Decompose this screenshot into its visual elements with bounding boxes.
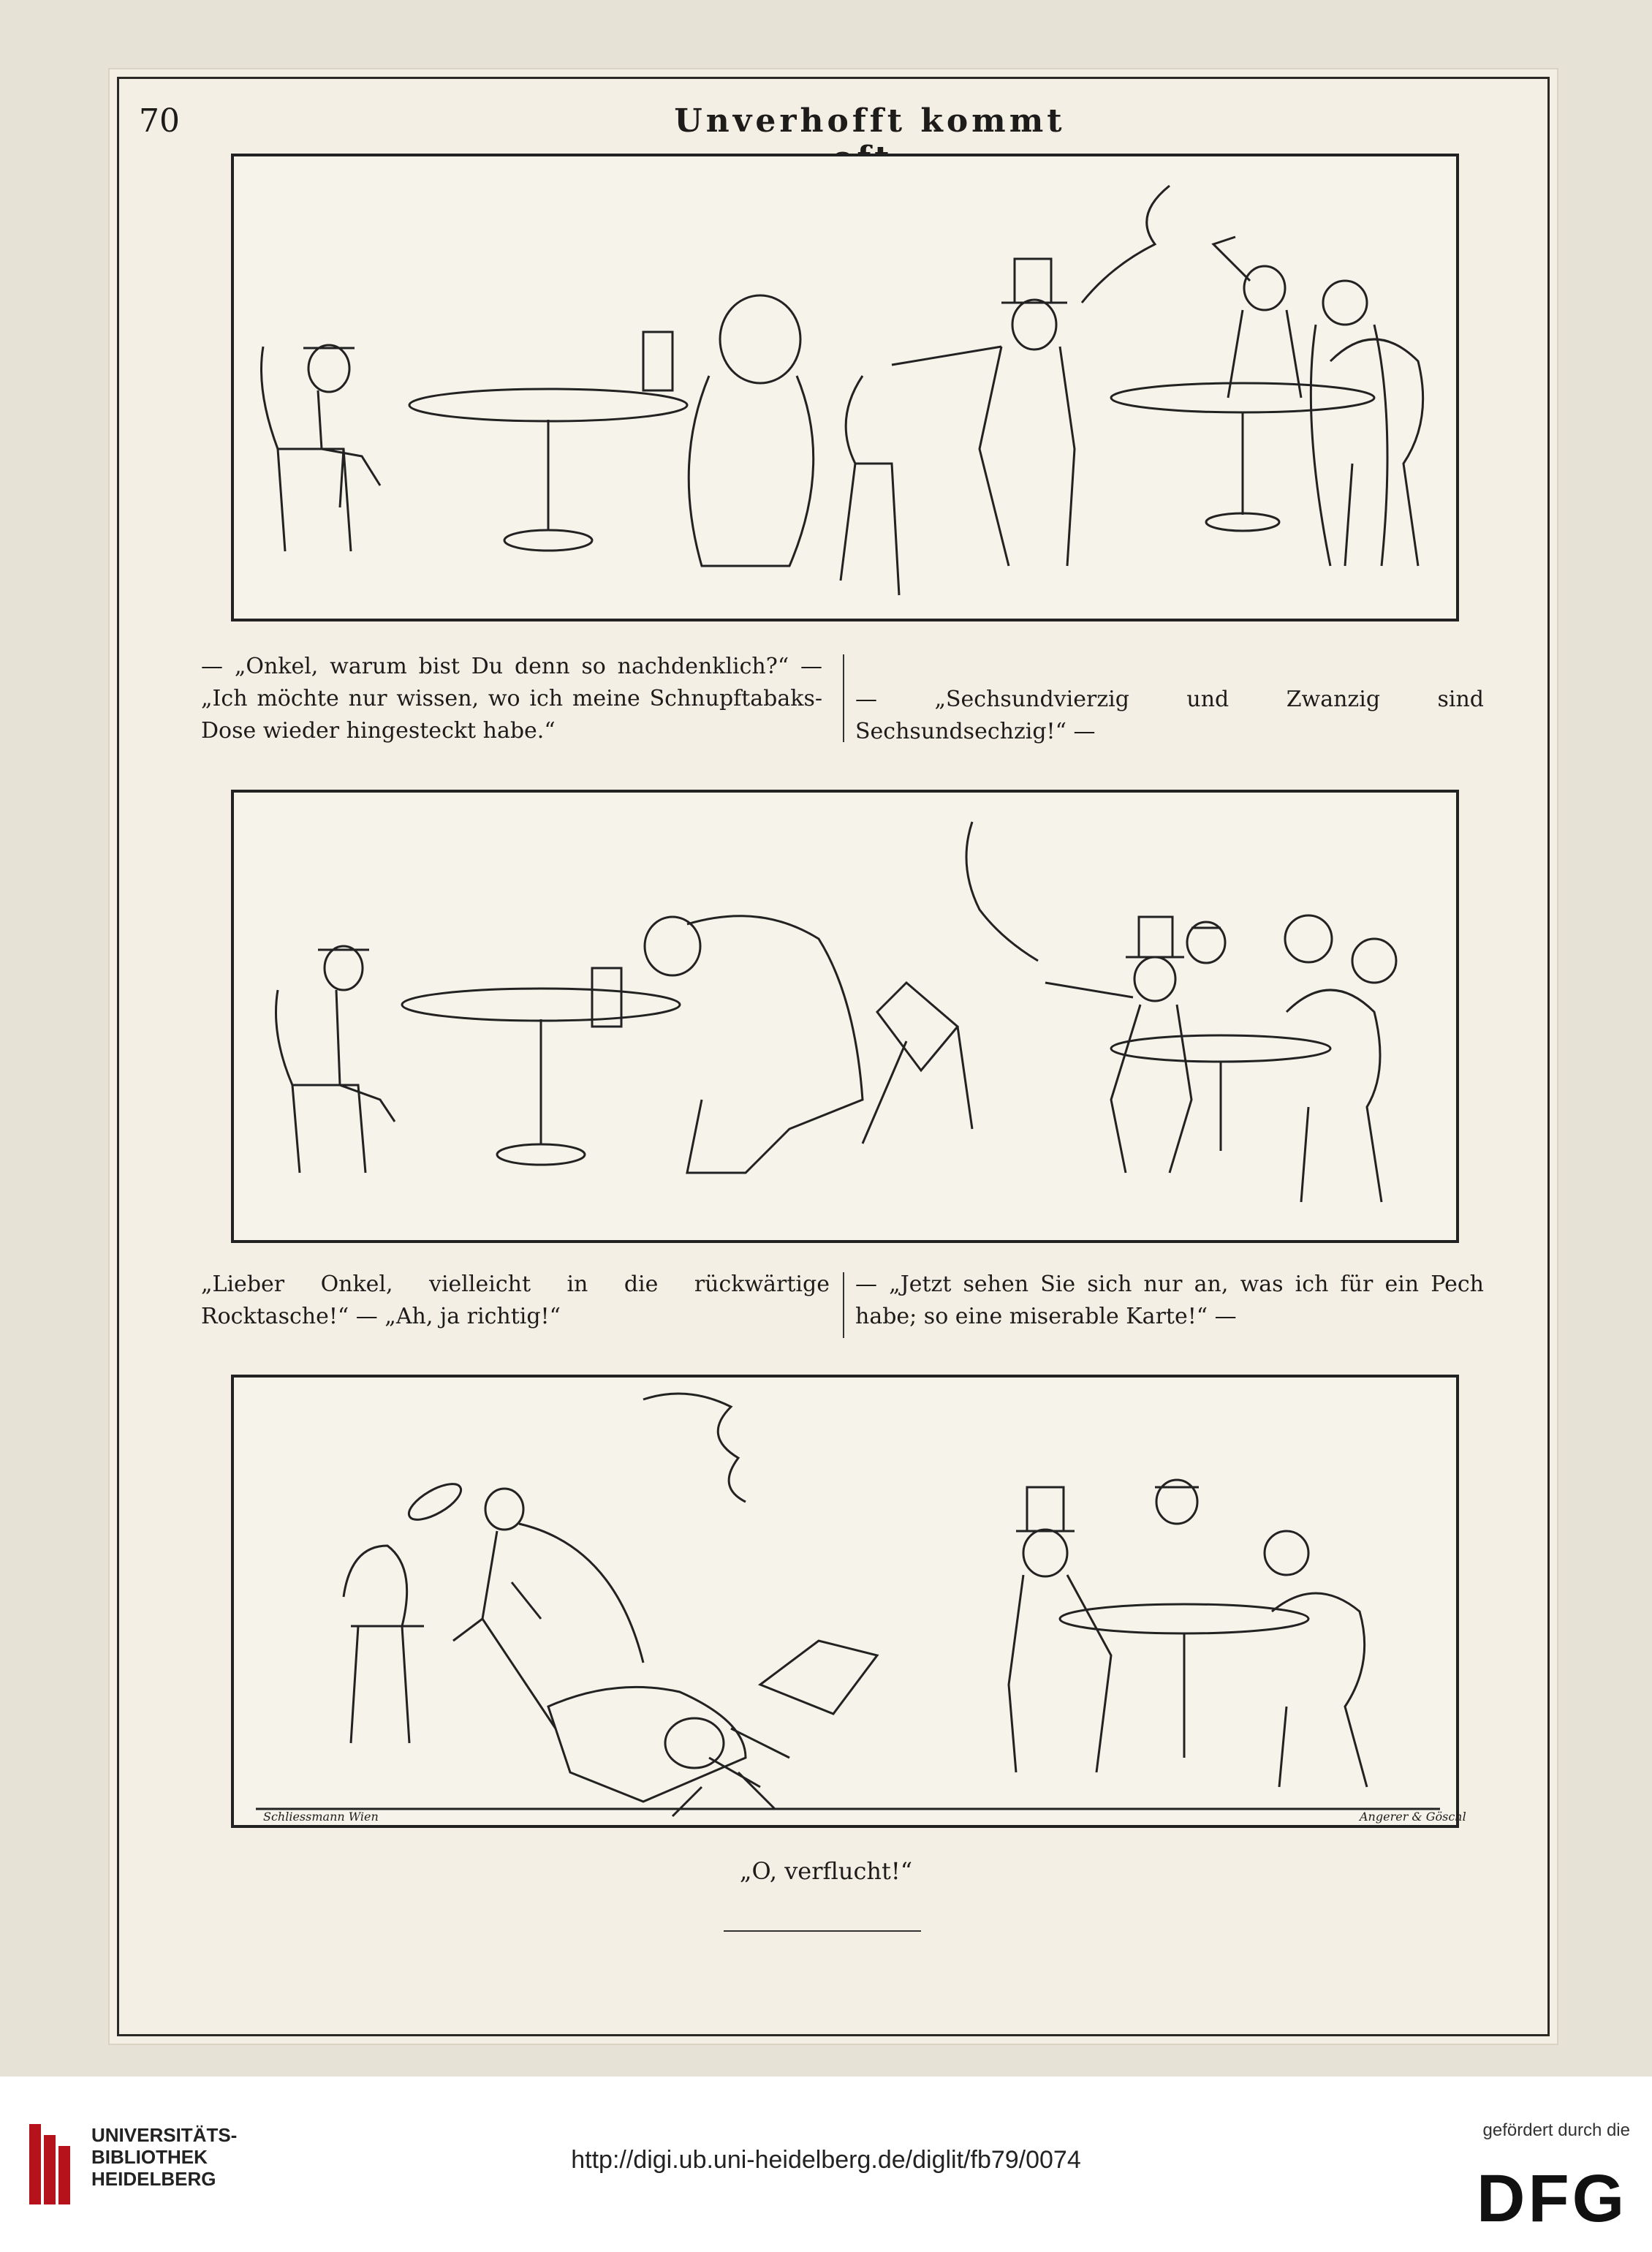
illustration-panel-2-drawing (234, 793, 1462, 1246)
engraver-signature: Angerer & Göschl (1360, 1810, 1466, 1824)
caption-panel-2-right: — „Jetzt sehen Sie sich nur an, was ich für ein Pech habe; so eine miserable Karte!“ — (855, 1272, 1484, 1329)
university-library-name: UNIVERSITÄTS- BIBLIOTHEK HEIDELBERG (91, 2124, 238, 2190)
illustration-panel-3-drawing (234, 1378, 1462, 1831)
illustration-panel-2 (231, 790, 1459, 1243)
page-title: Unverhofft kommt (674, 102, 1066, 140)
end-rule (724, 1930, 921, 1932)
funder-text: gefördert durch die (1482, 2120, 1630, 2140)
caption-panel-1-right: — „Sechsundvierzig und Zwanzig sind Sechsundsechzig!“ — (855, 687, 1484, 744)
caption-panel-1-left: — „Onkel, warum bist Du denn so nachdenklich?“ — „Ich möchte nur wissen, wo ich meine Schnupftabaks-Dose wieder hingesteckt habe.“ (201, 654, 822, 744)
caption-separator-2 (843, 1272, 844, 1338)
artist-signature: Schliessmann Wien (263, 1810, 379, 1824)
illustration-panel-3 (231, 1375, 1459, 1828)
caption-panel-2-left: „Lieber Onkel, vielleicht in die rückwärtige Rocktasche!“ — „Ah, ja richtig!“ (201, 1272, 830, 1329)
caption-separator-1 (843, 654, 844, 742)
illustration-panel-1 (231, 154, 1459, 621)
university-library-logo-icon (26, 2117, 84, 2212)
dfg-logo: DFG (1477, 2161, 1628, 2236)
page-number: 70 (139, 102, 180, 140)
permalink-url[interactable]: http://digi.ub.uni-heidelberg.de/diglit/fb79/0074 (571, 2146, 1081, 2174)
caption-panel-3: „O, verflucht!“ (739, 1857, 913, 1885)
illustration-panel-1-drawing (234, 156, 1462, 624)
